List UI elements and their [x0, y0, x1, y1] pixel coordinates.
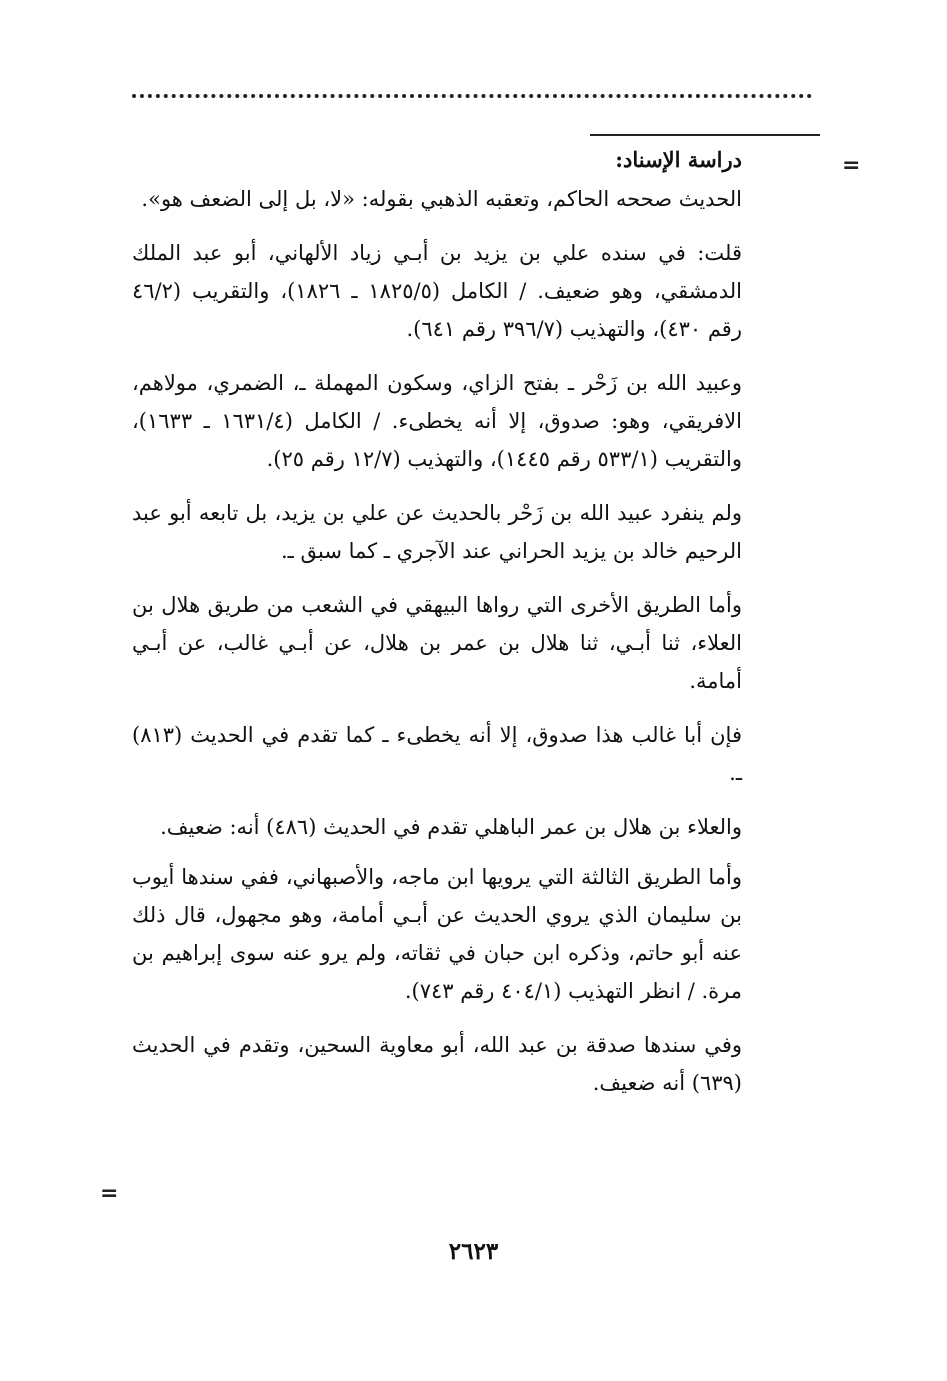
paragraph: فإن أبا غالب هذا صدوق، إلا أنه يخطىء ـ كما تقدم في الحديث (٨١٣) ـ.: [132, 723, 742, 785]
paragraph: قلت: في سنده علي بن يزيد بن أبـي زياد الألهاني، أبو عبد الملك الدمشقي، وهو ضعيف. / الكامل (١٨٢٥/٥ ـ ١٨٢٦)، والتقريب (٤٦/٢ رقم ٤٣٠)، والتهذيب (٣٩٦/٧ رقم ٦٤١).: [132, 241, 742, 341]
continuation-mark-left: =: [100, 1181, 119, 1206]
paragraph: ولم ينفرد عبيد الله بن زَحْر بالحديث عن علي بن يزيد، بل تابعه أبو عبد الرحيم خالد بن يزيد الحراني عند الآجري ـ كما سبق ـ.: [132, 501, 742, 563]
paragraph: وأما الطريق الثالثة التي يرويها ابن ماجه، والأصبهاني، ففي سندها أيوب بن سليمان الذي يروي الحديث عن أبـي أمامة، وهو مجهول، قال ذلك عنه أبو حاتم، وذكره ابن حبان في ثقاته، ولم يرو عنه سوى إبراهيم بن مرة. / انظر التهذيب (٤٠٤/١ رقم ٧٤٣).: [132, 865, 742, 1003]
page-number: ٢٦٢٣: [448, 1238, 499, 1265]
paragraph: والعلاء بن هلال بن عمر الباهلي تقدم في الحديث (٤٨٦) أنه: ضعيف.: [160, 815, 742, 839]
paragraph: وعبيد الله بن زَحْر ـ بفتح الزاي، وسكون المهملة ـ، الضمري، مولاهم، الافريقي، وهو: صدوق، إلا أنه يخطىء. / الكامل (١٦٣١/٤ ـ ١٦٣٣)، والتقريب (٥٣٣/١ رقم ١٤٤٥)، والتهذيب (١٢/٧ رقم ٢٥).: [132, 371, 742, 471]
heading-rule: [590, 134, 820, 136]
paragraph: وفي سندها صدقة بن عبد الله، أبو معاوية السحين، وتقدم في الحديث (٦٣٩) أنه ضعيف.: [132, 1033, 742, 1095]
continuation-mark-right: =: [842, 153, 861, 178]
section-heading: دراسة الإسناد:: [615, 147, 742, 172]
text-column: [132, 140, 742, 1118]
paragraph: وأما الطريق الأخرى التي رواها البيهقي في الشعب من طريق هلال بن العلاء، ثنا أبـي، ثنا هلال بن عمر بن هلال، عن أبـي غالب، عن أبـي أمامة.: [132, 593, 742, 693]
dotted-separator: [132, 94, 812, 98]
paragraph: الحديث صححه الحاكم، وتعقبه الذهبي بقوله: «لا، بل إلى الضعف هو».: [141, 187, 742, 211]
